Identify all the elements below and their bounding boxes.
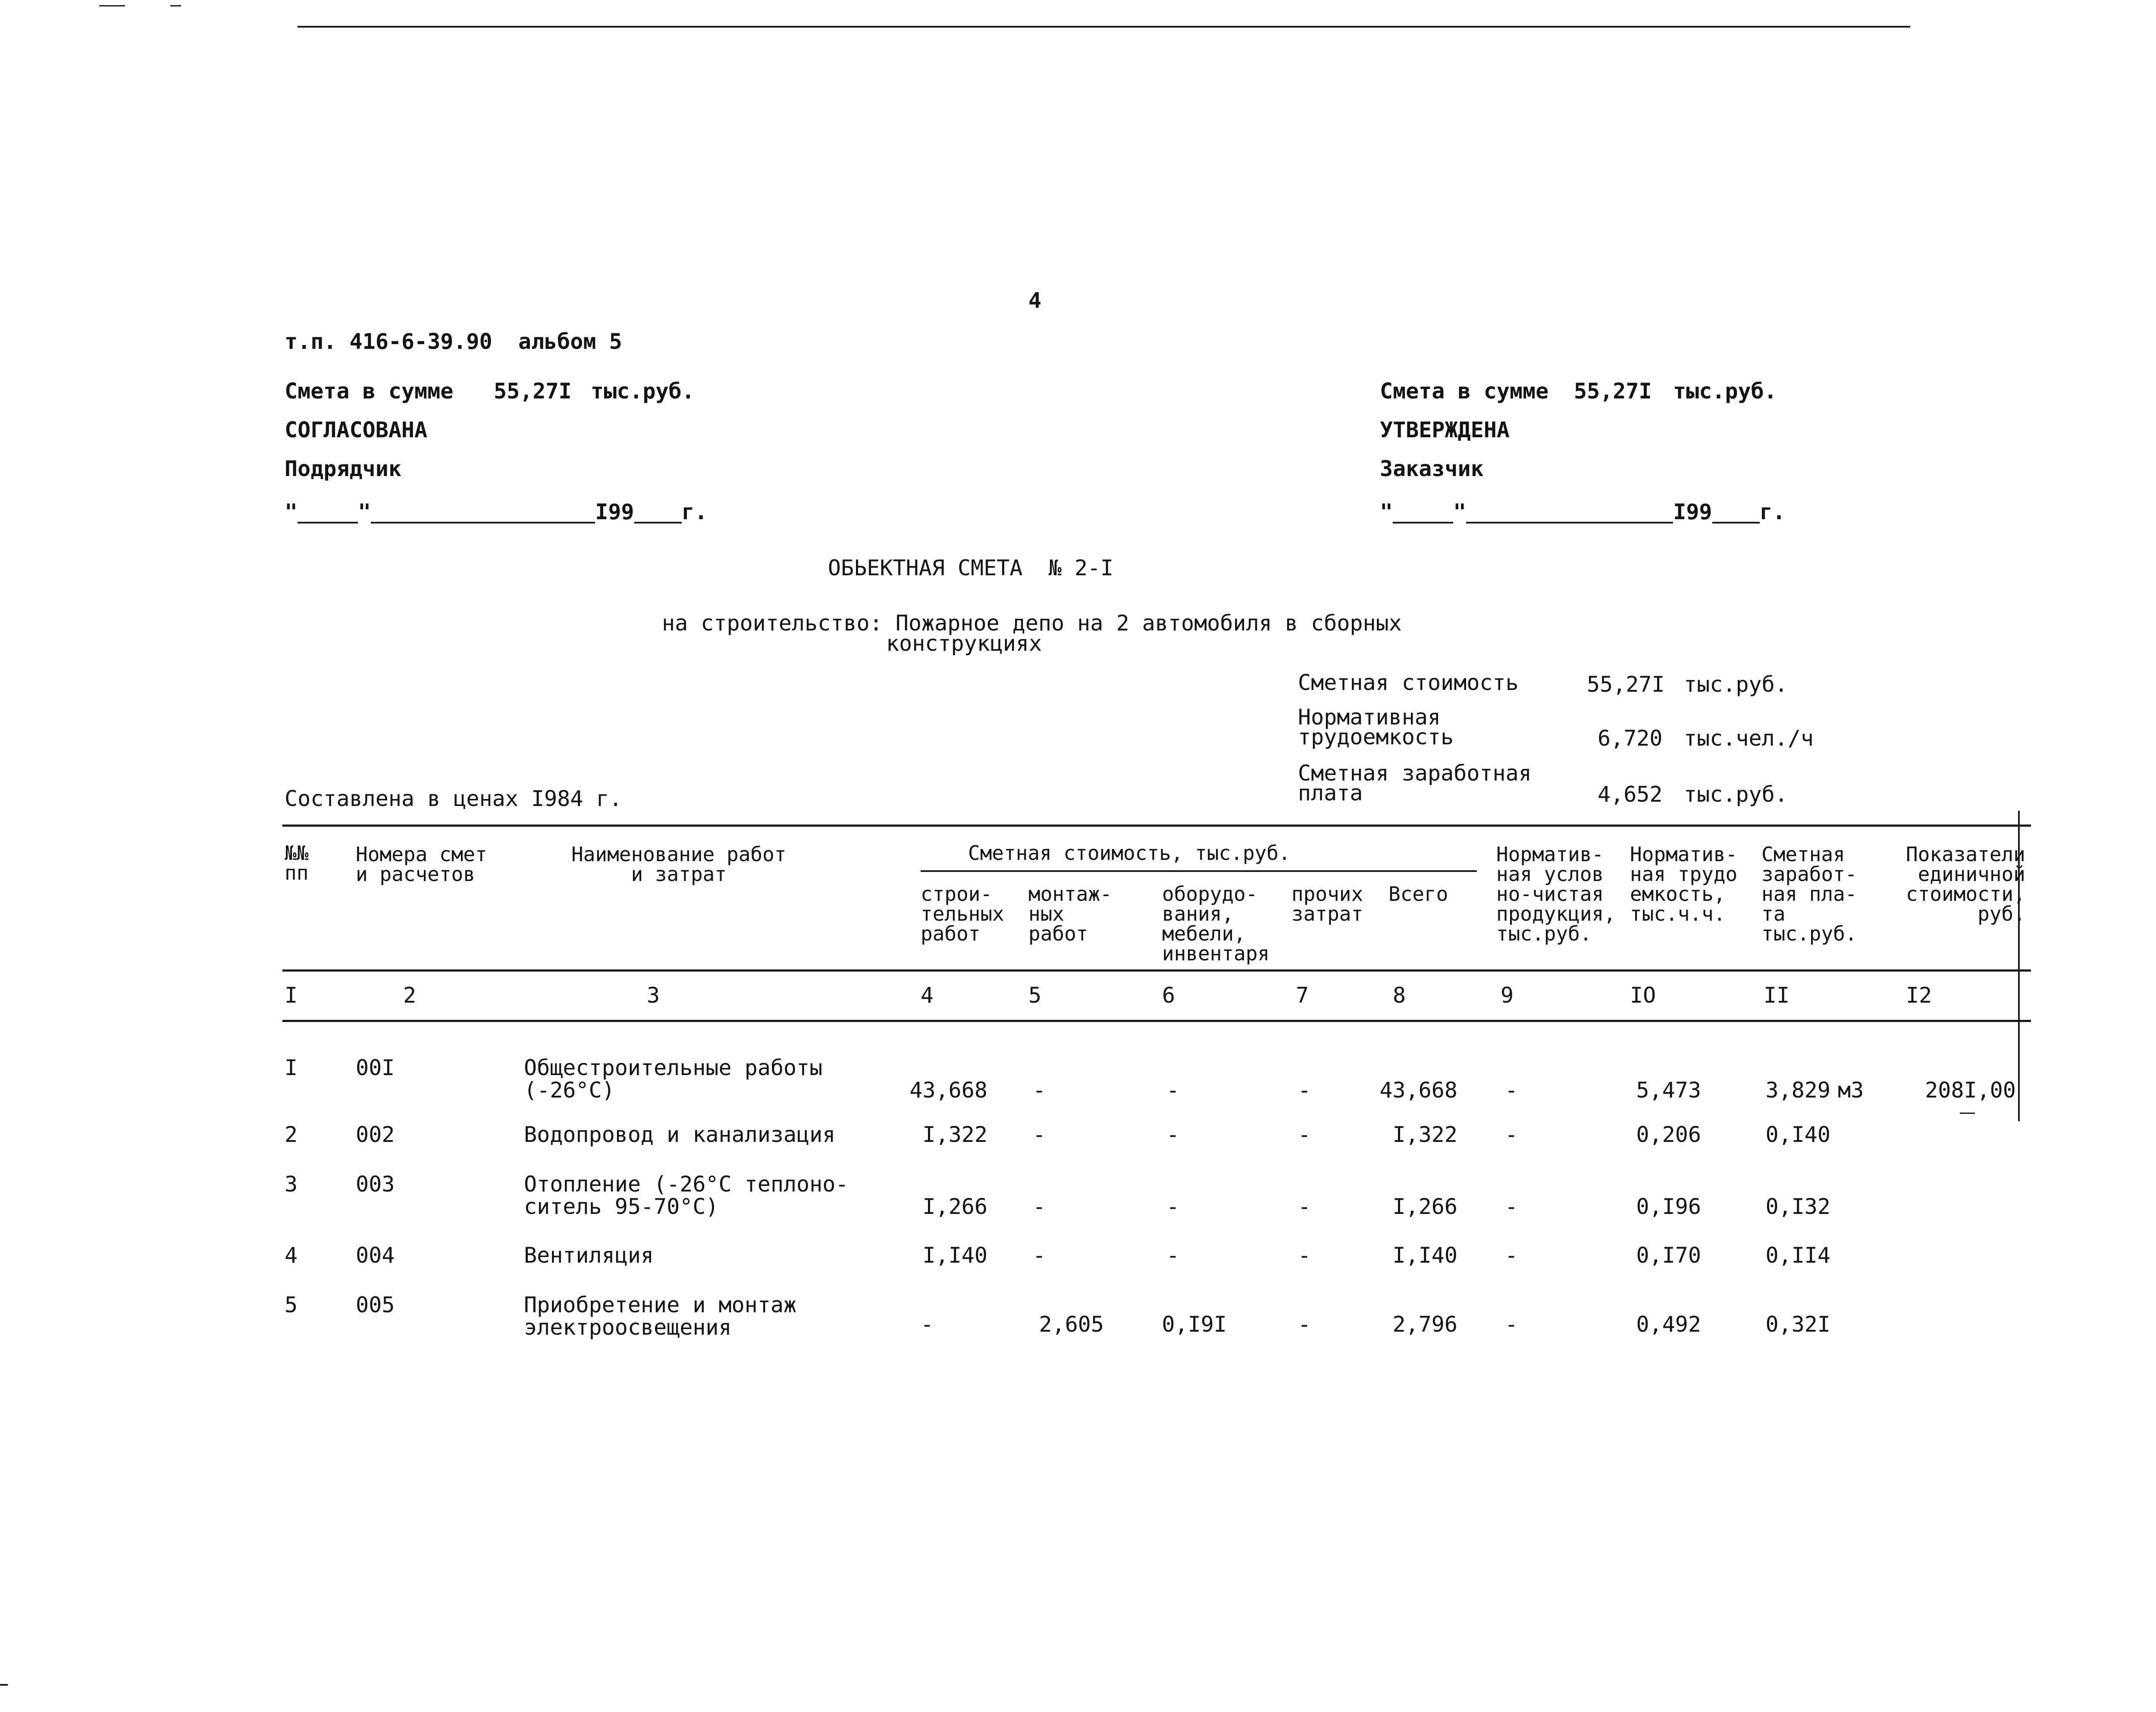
header-installation-works: монтаж- ных работ	[1028, 882, 1112, 945]
row-5-total: 2,796	[1392, 1312, 1457, 1337]
row-1-other: -	[1298, 1078, 1311, 1103]
right-date-suffix: г.	[1759, 499, 1786, 524]
summary-unit-labor: тыс.чел./ч	[1684, 726, 1814, 751]
row-4-labor: 0,I70	[1636, 1243, 1701, 1268]
row-1-name: Общестроительные работы (-26°C)	[524, 1055, 823, 1103]
summary-label-labor: Нормативная трудоемкость	[1298, 705, 1454, 749]
row-4-total: I,I40	[1392, 1243, 1457, 1268]
scan-mark-bottom-left	[0, 1684, 8, 1686]
row-5-installation: 2,605	[1039, 1312, 1104, 1337]
left-date-line	[285, 500, 708, 524]
row-4-other: -	[1298, 1243, 1311, 1268]
row-4-equipment: -	[1166, 1243, 1180, 1268]
row-1-installation: -	[1033, 1078, 1046, 1103]
row-5-net-production: -	[1505, 1312, 1518, 1337]
summary-value-cost: 55,27I	[1587, 672, 1665, 697]
left-date-open-quote: "	[285, 499, 298, 524]
table-top-rule	[282, 825, 2031, 827]
album-reference: т.п. 416-6-39.90 альбом 5	[285, 329, 622, 354]
row-1-equipment: -	[1166, 1078, 1180, 1103]
row-2-labor: 0,206	[1636, 1122, 1701, 1147]
row-2-name: Водопровод и канализация	[524, 1122, 836, 1147]
summary-label-cost: Сметная стоимость	[1298, 670, 1519, 695]
left-date-month-blank	[371, 505, 595, 524]
scan-mark-right	[1960, 1113, 1975, 1114]
left-sum-label: Смета в сумме	[285, 379, 454, 404]
row-1-unit-cost: 208I,00	[1925, 1078, 2016, 1103]
left-status: СОГЛАСОВАНА	[285, 417, 428, 442]
left-date-day-blank	[298, 505, 358, 524]
left-party: Подрядчик	[285, 456, 401, 481]
col-number-9: 9	[1501, 983, 1514, 1008]
right-date-open-quote: "	[1380, 499, 1393, 524]
left-date-year: I99	[595, 499, 634, 524]
top-mark-2	[170, 5, 181, 6]
row-2-wages: 0,I40	[1765, 1122, 1830, 1147]
right-sum-label: Смета в сумме	[1380, 379, 1549, 404]
row-2-total: I,322	[1392, 1122, 1457, 1147]
row-3-number: 3	[285, 1172, 298, 1197]
row-2-number: 2	[285, 1122, 298, 1147]
col-number-1: I	[285, 983, 298, 1008]
top-mark-1	[99, 5, 125, 6]
row-5-other: -	[1298, 1312, 1311, 1337]
right-date-month-blank	[1466, 505, 1673, 524]
header-estimate-numbers: Номера смет и расчетов	[356, 843, 487, 886]
row-3-installation: -	[1033, 1194, 1046, 1219]
header-labor-intensity: Норматив- ная трудо емкость, тыс.ч.ч.	[1630, 843, 1738, 925]
header-work-name: Наименование работ и затрат	[571, 843, 787, 886]
row-4-name: Вентиляция	[524, 1243, 654, 1268]
row-1-number: I	[285, 1055, 298, 1080]
left-date-suffix: г.	[681, 499, 708, 524]
left-sum-unit: тыс.руб.	[591, 379, 695, 404]
row-3-name: Отопление (-26°C теплоно- ситель 95-70°C)	[524, 1172, 849, 1219]
row-1-total: 43,668	[1379, 1078, 1457, 1103]
summary-unit-wages: тыс.руб.	[1684, 782, 1788, 807]
summary-value-wages: 4,652	[1598, 782, 1663, 807]
right-sum-value: 55,27I	[1574, 379, 1652, 404]
col-number-5: 5	[1028, 983, 1042, 1008]
row-4-installation: -	[1033, 1243, 1046, 1268]
col-number-11: II	[1764, 983, 1790, 1008]
subtitle-line-2: конструкциях	[886, 631, 1042, 656]
document-title: ОБЬЕКТНАЯ СМЕТА № 2-I	[828, 555, 1114, 580]
group-header-underline	[921, 870, 1477, 872]
row-2-net-production: -	[1505, 1122, 1518, 1147]
col-number-4: 4	[921, 983, 934, 1008]
row-2-code: 002	[356, 1122, 395, 1147]
row-2-equipment: -	[1166, 1122, 1180, 1147]
col-number-8: 8	[1393, 983, 1406, 1008]
header-wages: Сметная заработ- ная пла- та тыс.руб.	[1761, 843, 1857, 945]
prices-note: Составлена в ценах I984 г.	[285, 786, 622, 811]
column-numbers-bottom-rule	[282, 1020, 2031, 1022]
row-5-labor: 0,492	[1636, 1312, 1701, 1337]
col-number-3: 3	[647, 983, 660, 1008]
header-construction-works: строи- тельных работ	[921, 882, 1004, 945]
header-row-number: №№ пп	[285, 841, 309, 884]
col-number-2: 2	[403, 983, 417, 1008]
header-group-estimated-cost: Сметная стоимость, тыс.руб.	[968, 841, 1291, 865]
header-other-costs: прочих затрат	[1291, 882, 1363, 925]
header-bottom-rule	[282, 969, 2031, 972]
row-4-code: 004	[356, 1243, 395, 1268]
row-5-number: 5	[285, 1292, 298, 1317]
row-1-net-production: -	[1505, 1078, 1518, 1103]
col-number-10: IO	[1630, 983, 1656, 1008]
subtitle-line-1: на строительство: Пожарное депо на 2 автомобиля в сборных	[662, 611, 1402, 636]
right-date-close-quote: "	[1453, 499, 1467, 524]
row-3-net-production: -	[1505, 1194, 1518, 1219]
page-number: 4	[1028, 288, 1042, 313]
header-equipment: оборудо- вания, мебели, инвентаря	[1162, 882, 1270, 965]
right-date-year-blank	[1712, 505, 1760, 524]
right-date-line	[1380, 500, 1786, 524]
row-4-construction: I,I40	[922, 1243, 987, 1268]
header-total: Всего	[1388, 882, 1448, 906]
row-1-wages: 3,829	[1765, 1078, 1830, 1103]
row-5-equipment: 0,I9I	[1162, 1312, 1227, 1337]
row-4-net-production: -	[1505, 1243, 1518, 1268]
row-5-construction: -	[921, 1312, 934, 1337]
row-1-labor: 5,473	[1636, 1078, 1701, 1103]
right-date-year: I99	[1673, 499, 1712, 524]
row-1-wages-unit: м3	[1838, 1078, 1864, 1103]
row-3-wages: 0,I32	[1765, 1194, 1830, 1219]
col-number-12: I2	[1906, 983, 1932, 1008]
row-3-construction: I,266	[922, 1194, 987, 1219]
right-sum-unit: тыс.руб.	[1673, 379, 1777, 404]
row-3-other: -	[1298, 1194, 1311, 1219]
left-date-close-quote: "	[358, 499, 371, 524]
right-party: Заказчик	[1380, 456, 1484, 481]
row-5-wages: 0,32I	[1765, 1312, 1830, 1337]
top-rule	[298, 26, 1910, 28]
row-1-construction: 43,668	[909, 1078, 987, 1103]
row-2-installation: -	[1033, 1122, 1046, 1147]
row-4-number: 4	[285, 1243, 298, 1268]
right-status: УТВЕРЖДЕНА	[1380, 417, 1510, 442]
header-unit-cost: Показатели единичной стоимости, руб.	[1906, 843, 2025, 925]
row-2-construction: I,322	[922, 1122, 987, 1147]
row-4-wages: 0,II4	[1765, 1243, 1830, 1268]
col-number-7: 7	[1296, 983, 1309, 1008]
row-5-code: 005	[356, 1292, 395, 1317]
row-3-code: 003	[356, 1172, 395, 1197]
summary-value-labor: 6,720	[1598, 726, 1663, 751]
row-5-name: Приобретение и монтаж электроосвещения	[524, 1292, 797, 1340]
right-date-day-blank	[1393, 505, 1453, 524]
left-date-year-blank	[634, 505, 682, 524]
summary-label-wages: Сметная заработная плата	[1298, 761, 1532, 806]
row-2-other: -	[1298, 1122, 1311, 1147]
summary-unit-cost: тыс.руб.	[1684, 672, 1788, 697]
row-3-total: I,266	[1392, 1194, 1457, 1219]
left-sum-value: 55,27I	[494, 379, 572, 404]
row-3-labor: 0,I96	[1636, 1194, 1701, 1219]
col-number-6: 6	[1162, 983, 1175, 1008]
row-1-code: 00I	[356, 1055, 395, 1080]
header-net-production: Норматив- ная услов но-чистая продукция, тыс.руб.	[1496, 843, 1616, 945]
row-3-equipment: -	[1166, 1194, 1180, 1219]
